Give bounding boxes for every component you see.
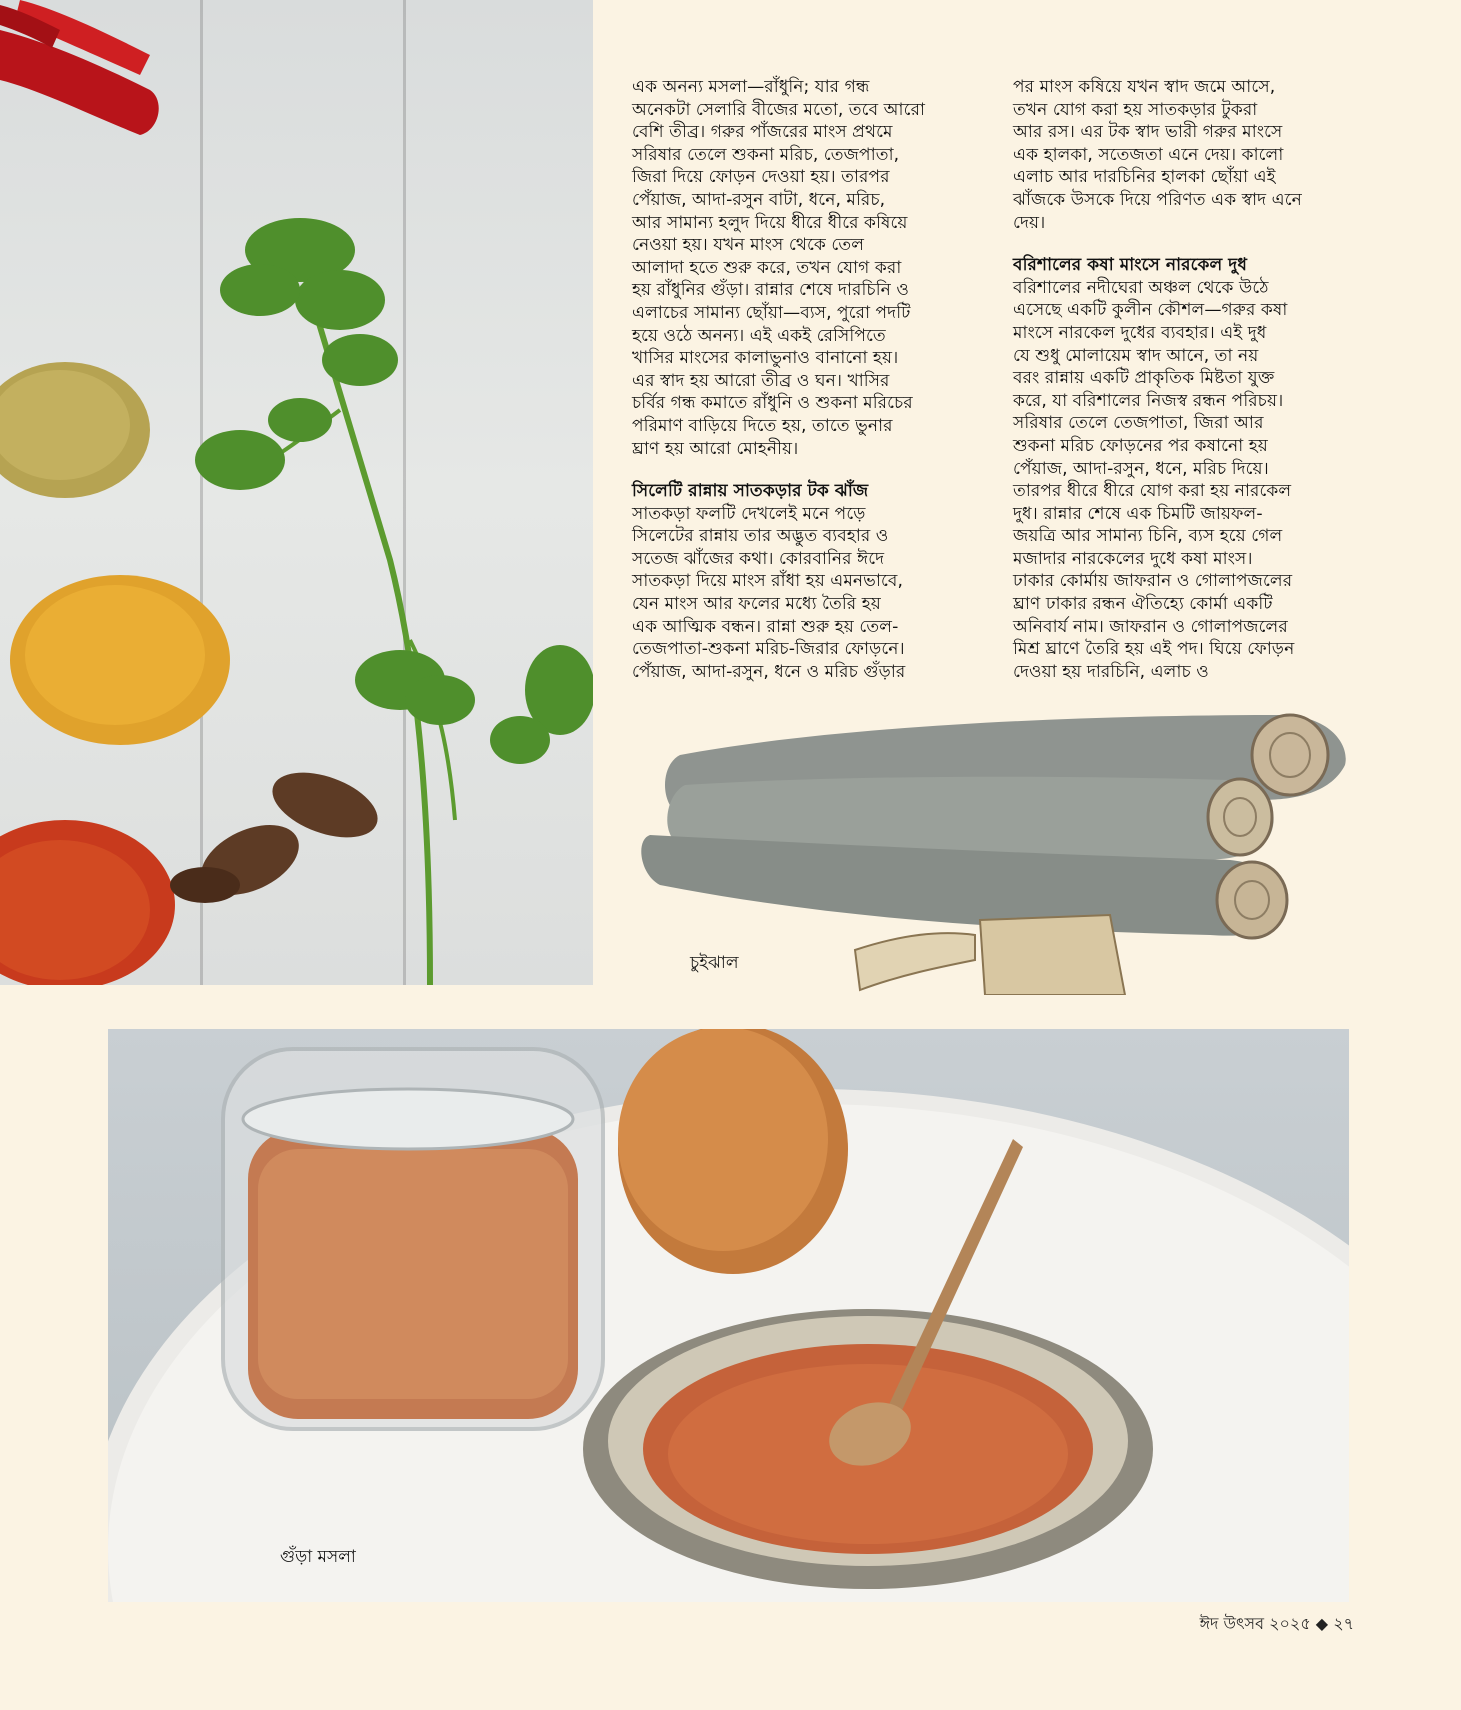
page-footer: ঈদ উৎসব ২০২৫ ◆ ২৭ bbox=[1199, 1614, 1354, 1633]
article-line: পেঁয়াজ, আদা-রসুন, ধনে, মরিচ দিয়ে। bbox=[1013, 458, 1269, 479]
article-line: নেওয়া হয়। যখন মাংস থেকে তেল bbox=[632, 235, 865, 256]
article-line: আর রস। এর টক স্বাদ ভারী গরুর মাংসে bbox=[1013, 122, 1283, 143]
article-line: দেয়। bbox=[1013, 212, 1046, 233]
article-line: সাতকড়া দিয়ে মাংস রাঁধা হয় এমনভাবে, bbox=[632, 571, 903, 592]
article-line: এক অনন্য মসলা—রাঁধুনি; যার গন্ধ bbox=[632, 77, 870, 97]
article-line: আর সামান্য হলুদ দিয়ে ধীরে ধীরে কষিয়ে bbox=[632, 212, 908, 233]
article-line: মজাদার নারকেলের দুধে কষা মাংস। bbox=[1013, 548, 1253, 569]
article-line: এক হালকা, সতেজতা এনে দেয়। কালো bbox=[1013, 144, 1284, 165]
glass-jar bbox=[223, 1049, 603, 1429]
article-line: আলাদা হতে শুরু করে, তখন যোগ করা bbox=[632, 257, 902, 278]
article-line: সাতকড়া ফলটি দেখলেই মনে পড়ে bbox=[632, 503, 866, 524]
article-line: শুকনা মরিচ ফোড়নের পর কষানো হয় bbox=[1013, 435, 1268, 456]
article-line: হয়ে ওঠে অনন্য। এই একই রেসিপিতে bbox=[632, 325, 886, 346]
section-heading-barishal: বরিশালের কষা মাংসে নারকেল দুধ bbox=[1013, 255, 1247, 276]
article-line: এক আত্মিক বন্ধন। রান্না শুরু হয় তেল- bbox=[632, 616, 899, 637]
article-line: এর স্বাদ হয় আরো তীব্র ও ঘন। খাসির bbox=[632, 370, 890, 391]
article-line: এলাচ আর দারচিনির হালকা ছোঁয়া এই bbox=[1013, 167, 1276, 188]
coriander-leaves bbox=[195, 218, 593, 764]
article-line: দেওয়া হয় দারচিনি, এলাচ ও bbox=[1013, 661, 1209, 682]
spices-illustration bbox=[0, 0, 593, 985]
article-line: অনিবার্য নাম। জাফরান ও গোলাপজলের bbox=[1013, 616, 1288, 637]
article-line: তেজপাতা-শুকনা মরিচ-জিরার ফোড়নে। bbox=[632, 639, 905, 660]
article-line: যে শুধু মোলায়েম স্বাদ আনে, তা নয় bbox=[1013, 345, 1259, 366]
article-line: ঝাঁজকে উসকে দিয়ে পরিণত এক স্বাদ এনে bbox=[1013, 189, 1302, 210]
article-line: এসেছে একটি কুলীন কৌশল—গরুর কষা bbox=[1013, 300, 1288, 321]
article-line: তারপর ধীরে ধীরে যোগ করা হয় নারকেল bbox=[1013, 481, 1292, 502]
cardamom-pods bbox=[170, 760, 386, 909]
article-line: জিরা দিয়ে ফোড়ন দেওয়া হয়। তারপর bbox=[632, 167, 890, 188]
article-line: পেঁয়াজ, আদা-রসুন বাটা, ধনে, মরিচ, bbox=[632, 189, 886, 210]
article-line: ঢাকার কোর্মায় জাফরান ও গোলাপজলের bbox=[1013, 571, 1293, 592]
spice-photo bbox=[0, 0, 593, 985]
spice-powder-illustration bbox=[108, 1029, 1349, 1602]
article-line: সিলেটের রান্নায় তার অদ্ভুত ব্যবহার ও bbox=[632, 526, 889, 547]
paragraph-gap bbox=[632, 460, 972, 480]
article-line: খাসির মাংসের কালাভুনাও বানানো হয়। bbox=[632, 348, 899, 369]
article-line: মিশ্র ঘ্রাণে তৈরি হয় এই পদ। ঘিয়ে ফোড়ন bbox=[1013, 639, 1295, 660]
article-line: পেঁয়াজ, আদা-রসুন, ধনে ও মরিচ গুঁড়ার bbox=[632, 661, 906, 682]
spice-powder-photo bbox=[108, 1029, 1349, 1602]
article-line: করে, যা বরিশালের নিজস্ব রন্ধন পরিচয়। bbox=[1013, 390, 1284, 411]
paragraph-gap bbox=[1013, 234, 1358, 254]
article-line: মাংসে নারকেল দুধের ব্যবহার। এই দুধ bbox=[1013, 322, 1267, 343]
article-line: সতেজ ঝাঁজের কথা। কোরবানির ঈদে bbox=[632, 548, 885, 569]
article-line: ঘ্রাণ হয় আরো মোহনীয়। bbox=[632, 438, 799, 459]
caption-chuijhal: চুইঝাল bbox=[690, 953, 739, 973]
article-line: পর মাংস কষিয়ে যখন স্বাদ জমে আসে, bbox=[1013, 77, 1276, 97]
caption-powder: গুঁড়া মসলা bbox=[280, 1547, 356, 1567]
section-heading-sylheti: সিলেটি রান্নায় সাতকড়ার টক ঝাঁজ bbox=[632, 481, 869, 502]
article-line: বরং রান্নায় একটি প্রাকৃতিক মিষ্টতা যুক্ত bbox=[1013, 368, 1275, 389]
article-line: তখন যোগ করা হয় সাতকড়ার টুকরা bbox=[1013, 99, 1258, 120]
article-line: সরিষার তেলে শুকনা মরিচ, তেজপাতা, bbox=[632, 144, 900, 165]
article-line: জয়ত্রি আর সামান্য চিনি, ব্যস হয়ে গেল bbox=[1013, 526, 1283, 547]
chuijhal-slices bbox=[855, 915, 1125, 995]
chuijhal-illustration bbox=[640, 705, 1360, 995]
article-line: অনেকটা সেলারি বীজের মতো, তবে আরো bbox=[632, 99, 926, 120]
article-column-left bbox=[632, 76, 972, 683]
article-line: পরিমাণ বাড়িয়ে দিতে হয়, তাতে ভুনার bbox=[632, 415, 893, 436]
chuijhal-photo bbox=[640, 705, 1360, 995]
article-line: দুধ। রান্নার শেষে এক চিমটি জায়ফল- bbox=[1013, 503, 1263, 524]
article-line: সরিষার তেলে তেজপাতা, জিরা আর bbox=[1013, 413, 1264, 434]
article-line: এলাচের সামান্য ছোঁয়া—ব্যস, পুরো পদটি bbox=[632, 302, 911, 323]
article-line: চর্বির গন্ধ কমাতে রাঁধুনি ও শুকনা মরিচের bbox=[632, 393, 913, 414]
article-line: যেন মাংস আর ফলের মধ্যে তৈরি হয় bbox=[632, 594, 881, 615]
article-line: ঘ্রাণ ঢাকার রন্ধন ঐতিহ্যে কোর্মা একটি bbox=[1013, 594, 1273, 615]
article-line: বেশি তীব্র। গরুর পাঁজরের মাংস প্রথমে bbox=[632, 122, 893, 143]
article-line: বরিশালের নদীঘেরা অঞ্চল থেকে উঠে bbox=[1013, 277, 1269, 298]
article-column-right bbox=[1013, 76, 1358, 683]
article-line: হয় রাঁধুনির গুঁড়া। রান্নার শেষে দারচিনি ও bbox=[632, 280, 909, 301]
